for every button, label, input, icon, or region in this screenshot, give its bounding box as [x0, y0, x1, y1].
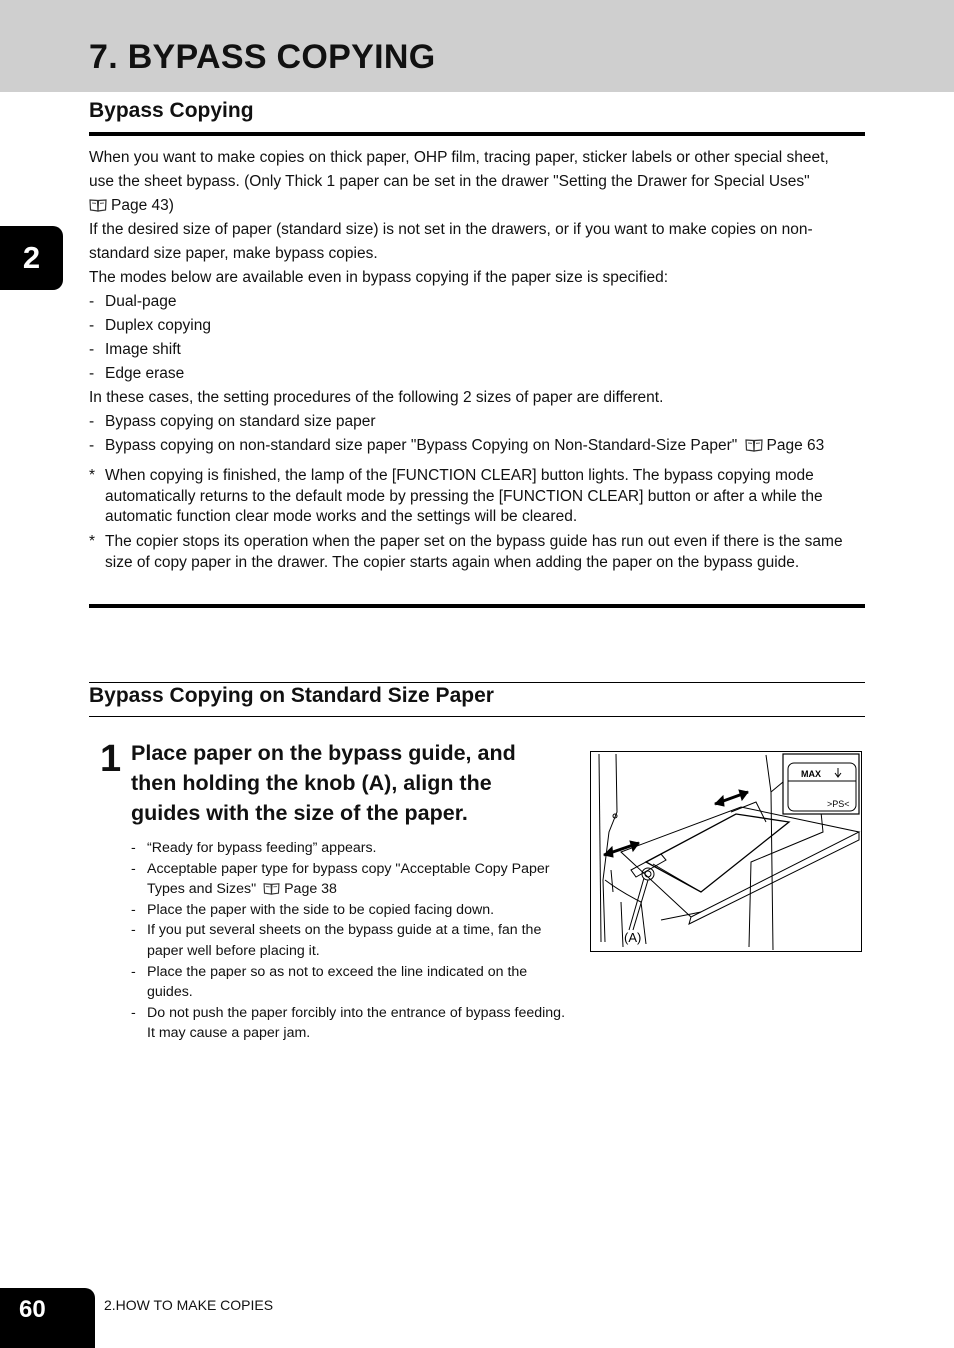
- list-item: - Bypass copying on standard size paper: [89, 413, 376, 430]
- list-item: - Image shift: [89, 341, 181, 358]
- intro-paragraph-3: The modes below are available even in bypass copying if the paper size is specified:: [89, 269, 668, 286]
- max-label-inset: [771, 754, 859, 814]
- list-item: - Duplex copying: [89, 317, 211, 334]
- chapter-title: 7. BYPASS COPYING: [89, 38, 436, 76]
- section2-top-rule: [89, 682, 865, 683]
- section2-bottom-rule: [89, 716, 865, 717]
- footer-chapter-label: 2.HOW TO MAKE COPIES: [104, 1297, 274, 1313]
- intro-paragraph-2: If the desired size of paper (standard size) is not set in the drawers, or if you want to make copies on non-standard size paper, make bypass copies.: [89, 221, 813, 262]
- section-bottom-rule: [89, 604, 865, 608]
- chapter-tab: 2: [0, 226, 63, 290]
- list-item: - “Ready for bypass feeding” appears.: [131, 840, 377, 856]
- list-item: - Bypass copying on non-standard size paper "Bypass Copying on Non-Standard-Size Paper" Page 63: [89, 437, 825, 454]
- book-icon: [263, 882, 280, 895]
- max-label: MAX: [801, 769, 821, 779]
- list-item: - Place the paper so as not to exceed the line indicated on the guides.: [131, 963, 528, 1001]
- list-item: - Edge erase: [89, 365, 185, 382]
- intro-paragraph-4: In these cases, the setting procedures of the following 2 sizes of paper are different.: [89, 389, 664, 406]
- book-icon: [745, 438, 763, 452]
- bypass-guide-illustration: [591, 752, 861, 951]
- list-item: - If you put several sheets on the bypass guide at a time, fan the paper well before placing it.: [131, 922, 542, 959]
- step-notes-list: [131, 838, 571, 1044]
- step-number: 1: [100, 738, 122, 780]
- note-function-clear: * When copying is finished, the lamp of the [FUNCTION CLEAR] button lights. The bypass copying mode automatically returns to the default mode by pressing the [FUNCTION CLEAR] button or after a while the automatic function clear mode works and the settings will be cleared.: [89, 467, 823, 525]
- list-item: - Acceptable paper type for bypass copy "Acceptable Copy Paper Types and Sizes" Page 38: [131, 860, 550, 898]
- book-icon: [89, 198, 107, 212]
- knob-label: (A): [624, 930, 642, 945]
- page-ref-text: Page 43): [111, 197, 174, 214]
- section-title-bypass-copying: Bypass Copying: [89, 99, 254, 122]
- bypass-guide-figure: [590, 751, 862, 952]
- list-item: - Do not push the paper forcibly into the entrance of bypass feeding. It may cause a paper jam.: [131, 1004, 566, 1042]
- intro-line-2: use the sheet bypass. (Only Thick 1 paper can be set in the drawer "Setting the Drawer for Special Uses": [89, 173, 810, 190]
- intro-page-ref: [89, 194, 869, 218]
- intro-line-1: When you want to make copies on thick paper, OHP film, tracing paper, sticker labels or other special sheet,: [89, 149, 829, 166]
- step-instruction: Place paper on the bypass guide, and then holding the knob (A), align the guides with the size of the paper.: [131, 741, 516, 825]
- section-title-standard-size: Bypass Copying on Standard Size Paper: [89, 684, 494, 707]
- list-item: - Dual-page: [89, 293, 177, 310]
- page-number: 60: [0, 1288, 95, 1348]
- note-paper-run-out: * The copier stops its operation when the paper set on the bypass guide has run out even if there is the same size of copy paper in the drawer. The copier starts again when adding the paper on the bypass guide.: [89, 533, 843, 571]
- ps-label: >PS<: [827, 799, 850, 809]
- section-top-rule: [89, 132, 865, 136]
- list-item: - Place the paper with the side to be copied facing down.: [131, 901, 495, 918]
